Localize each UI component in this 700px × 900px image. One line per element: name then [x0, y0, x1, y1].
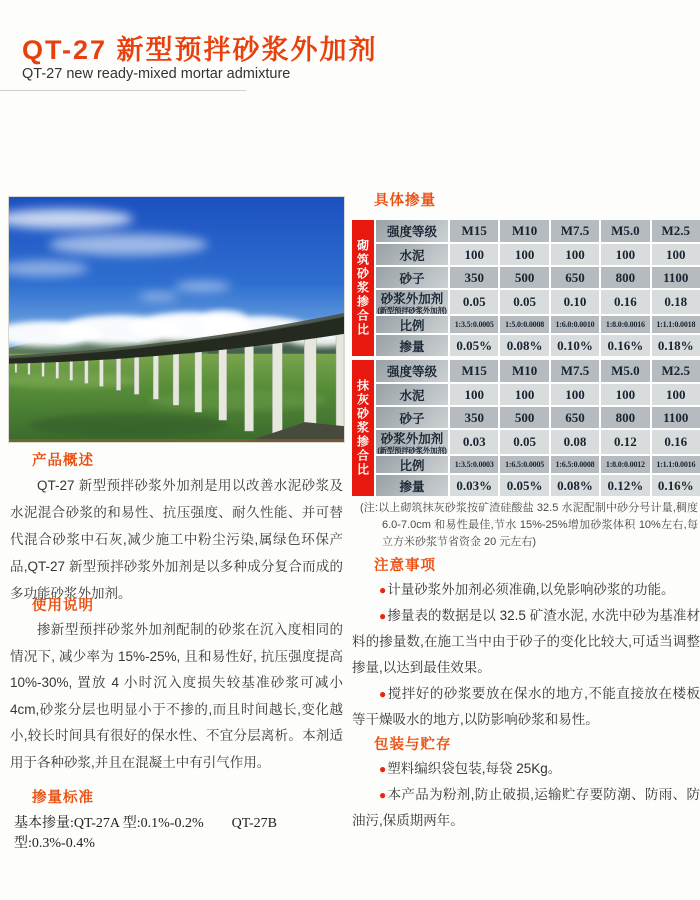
table-cell: 100 — [652, 244, 700, 265]
table-cell: 1:8.0:0.0016 — [601, 316, 649, 333]
table-row-label — [376, 407, 448, 428]
table-cell: 0.16% — [601, 335, 649, 356]
caution-item — [352, 577, 700, 603]
table-cell: 500 — [500, 267, 548, 288]
table-row-label — [376, 290, 448, 314]
table-cell: M10 — [500, 220, 548, 242]
table-side-label: 砌筑砂浆掺合比 — [352, 220, 374, 356]
table-cell: 1:6.0:0.0010 — [551, 316, 599, 333]
table-cell: 1:5.0:0.0008 — [500, 316, 548, 333]
table-cell: 0.08 — [551, 430, 599, 454]
table-cell: M5.0 — [601, 360, 649, 382]
table-cell: M5.0 — [601, 220, 649, 242]
table-row-label — [376, 316, 448, 333]
table-cell: 0.05 — [450, 290, 498, 314]
table-row-label — [376, 335, 448, 356]
table-cell: 100 — [450, 244, 498, 265]
table-cell: 0.03 — [450, 430, 498, 454]
bullet-text: 掺量表的数据是以 32.5 矿渣水泥, 水洗中砂为基准材料的掺量数,在施工当中由于砂子的变化比较大,可适当调整掺量,以达到最佳效果。 — [352, 608, 700, 675]
table-cell: 800 — [601, 407, 649, 428]
bridge-photo-illustration — [9, 197, 344, 442]
table-cell: 0.05 — [500, 290, 548, 314]
standard-dosage-line: 基本掺量:QT-27A 型:0.1%-0.2% QT-27B 型:0.3%-0.4% — [14, 816, 281, 851]
row-label-text: 水泥 — [399, 388, 425, 403]
table-cell: 1:3.5:0.0003 — [450, 456, 498, 473]
section-packaging-heading: 包装与贮存 — [374, 737, 452, 753]
table-row-label — [376, 475, 448, 496]
table-cell: 0.16 — [652, 430, 700, 454]
table-cell: 0.12% — [601, 475, 649, 496]
table-cell: 800 — [601, 267, 649, 288]
cautions-list — [352, 577, 700, 733]
table-cell: 0.03% — [450, 475, 498, 496]
table-cell: 100 — [551, 244, 599, 265]
table-cell: 0.10% — [551, 335, 599, 356]
table-cell: 350 — [450, 407, 498, 428]
table-cell: 1:1.1:0.0016 — [652, 456, 700, 473]
table-cell: 1100 — [652, 407, 700, 428]
dosage-tables — [352, 220, 700, 500]
table-cell: M15 — [450, 220, 498, 242]
row-label-text: 水泥 — [399, 248, 425, 263]
table-cell: 1100 — [652, 267, 700, 288]
row-sublabel-text: (新型预拌砂浆外加剂) — [377, 446, 447, 454]
table-note: (注:以上砌筑抹灰砂浆按矿渣硅酸盐 32.5 水泥配制中砂分号计量,稠度 6.0-7.0cm 和易性最佳,节水 15%-25%增加砂浆体积 10%左右,每立方米砂浆节省资金 20 元左右) — [360, 502, 698, 548]
usage-paragraph: 掺新型预拌砂浆外加剂配制的砂浆在沉入度相同的情况下, 减少率为 15%-25%, 且和易性好, 抗压强度提高 10%-30%, 置放 4 小时沉入度损失较基准砂浆可减小 4cm,砂浆分层也明显小于不掺的,而且时间越长,变化越小,较长时间具有很好的保水性、不宜分层离析。本剂适用于各种砂浆,并且在混凝土中有引气作用。 — [10, 622, 343, 770]
row-label-text: 比例 — [399, 318, 425, 333]
packaging-item — [352, 756, 700, 782]
row-label-text: 掺量 — [399, 339, 425, 354]
section-overview-heading: 产品概述 — [32, 453, 94, 469]
section-standard-heading: 掺量标准 — [32, 790, 94, 806]
caution-item — [352, 603, 700, 681]
row-label-text: 强度等级 — [386, 365, 437, 379]
table-cell: 0.12 — [601, 430, 649, 454]
table-cell: 0.08% — [500, 335, 548, 356]
table-cell: M7.5 — [551, 360, 599, 382]
bullet-text: 本产品为粉剂,防止破损,运输贮存要防潮、防雨、防油污,保质期两年。 — [352, 787, 700, 828]
bullet-text: 计量砂浆外加剂必须准确,以免影响砂浆的功能。 — [387, 582, 675, 597]
bullet-dot-icon: ● — [379, 687, 387, 701]
table-row-label — [376, 220, 448, 242]
row-label-text: 砂浆外加剂 — [380, 432, 444, 446]
table-row-label — [376, 244, 448, 265]
table-row-label — [376, 384, 448, 405]
row-label-text: 掺量 — [399, 479, 425, 494]
row-label-text: 比例 — [399, 458, 425, 473]
table-cell: 100 — [551, 384, 599, 405]
table-cell: 0.16% — [652, 475, 700, 496]
row-sublabel-text: (新型预拌砂浆外加剂) — [377, 306, 447, 314]
bullet-text: 塑料编织袋包装,每袋 25Kg。 — [387, 761, 562, 776]
bullet-dot-icon: ● — [379, 788, 387, 802]
title-divider — [0, 90, 246, 91]
table-row-label — [376, 360, 448, 382]
row-label-text: 强度等级 — [386, 225, 437, 239]
page-subtitle: QT-27 new ready-mixed mortar admixture — [22, 66, 291, 82]
section-usage-heading: 使用说明 — [32, 598, 94, 614]
section-dosage-heading: 具体掺量 — [374, 193, 436, 209]
table-cell: 100 — [450, 384, 498, 405]
table-cell: 650 — [551, 407, 599, 428]
table-cell: 100 — [652, 384, 700, 405]
table-cell: 1:3.5:0.0005 — [450, 316, 498, 333]
packaging-item — [352, 782, 700, 834]
bullet-dot-icon: ● — [379, 762, 387, 776]
row-label-text: 砂子 — [399, 271, 425, 286]
table-cell: 0.05% — [450, 335, 498, 356]
row-label-text: 砂浆外加剂 — [380, 292, 444, 306]
page-title: QT-27 新型预拌砂浆外加剂 — [22, 35, 378, 65]
table-cell: 1:6.5:0.0008 — [551, 456, 599, 473]
table-cell: 100 — [500, 244, 548, 265]
table-cell: M2.5 — [652, 220, 700, 242]
table-cell: 100 — [500, 384, 548, 405]
table-cell: 100 — [601, 244, 649, 265]
table-cell: M10 — [500, 360, 548, 382]
row-label-text: 砂子 — [399, 411, 425, 426]
dosage-table — [352, 360, 700, 496]
bridge-photo — [8, 196, 345, 443]
table-cell: M2.5 — [652, 360, 700, 382]
overview-paragraph: QT-27 新型预拌砂浆外加剂是用以改善水泥砂浆及水泥混合砂浆的和易性、抗压强度、耐久性能、并可替代混合砂浆中石灰,减少施工中粉尘污染,属绿色环保产品,QT-27 新型预拌砂浆外加剂是以多种成分复合而成的多功能砂浆外加剂。 — [10, 478, 343, 601]
table-cell: 0.10 — [551, 290, 599, 314]
table-row-label — [376, 430, 448, 454]
table-cell: 100 — [601, 384, 649, 405]
table-cell: M15 — [450, 360, 498, 382]
table-cell: 0.18 — [652, 290, 700, 314]
caution-item — [352, 681, 700, 733]
table-row-label — [376, 456, 448, 473]
table-side-label: 抹灰砂浆掺合比 — [352, 360, 374, 496]
dosage-table — [352, 220, 700, 356]
table-cell: 0.05% — [500, 475, 548, 496]
section-cautions-heading: 注意事项 — [374, 558, 436, 574]
bullet-text: 搅拌好的砂浆要放在保水的地方,不能直接放在楼板等干燥吸水的地方,以防影响砂浆和易性。 — [352, 686, 700, 727]
bullet-dot-icon: ● — [379, 609, 387, 623]
table-cell: 350 — [450, 267, 498, 288]
table-cell: 0.18% — [652, 335, 700, 356]
table-cell: 500 — [500, 407, 548, 428]
table-cell: 1:8.0:0.0012 — [601, 456, 649, 473]
table-cell: 1:1.1:0.0018 — [652, 316, 700, 333]
table-cell: 0.16 — [601, 290, 649, 314]
table-cell: 650 — [551, 267, 599, 288]
packaging-list — [352, 756, 700, 834]
table-cell: 1:6.5:0.0005 — [500, 456, 548, 473]
table-row-label — [376, 267, 448, 288]
bullet-dot-icon: ● — [379, 583, 387, 597]
table-cell: 0.05 — [500, 430, 548, 454]
table-cell: 0.08% — [551, 475, 599, 496]
table-cell: M7.5 — [551, 220, 599, 242]
